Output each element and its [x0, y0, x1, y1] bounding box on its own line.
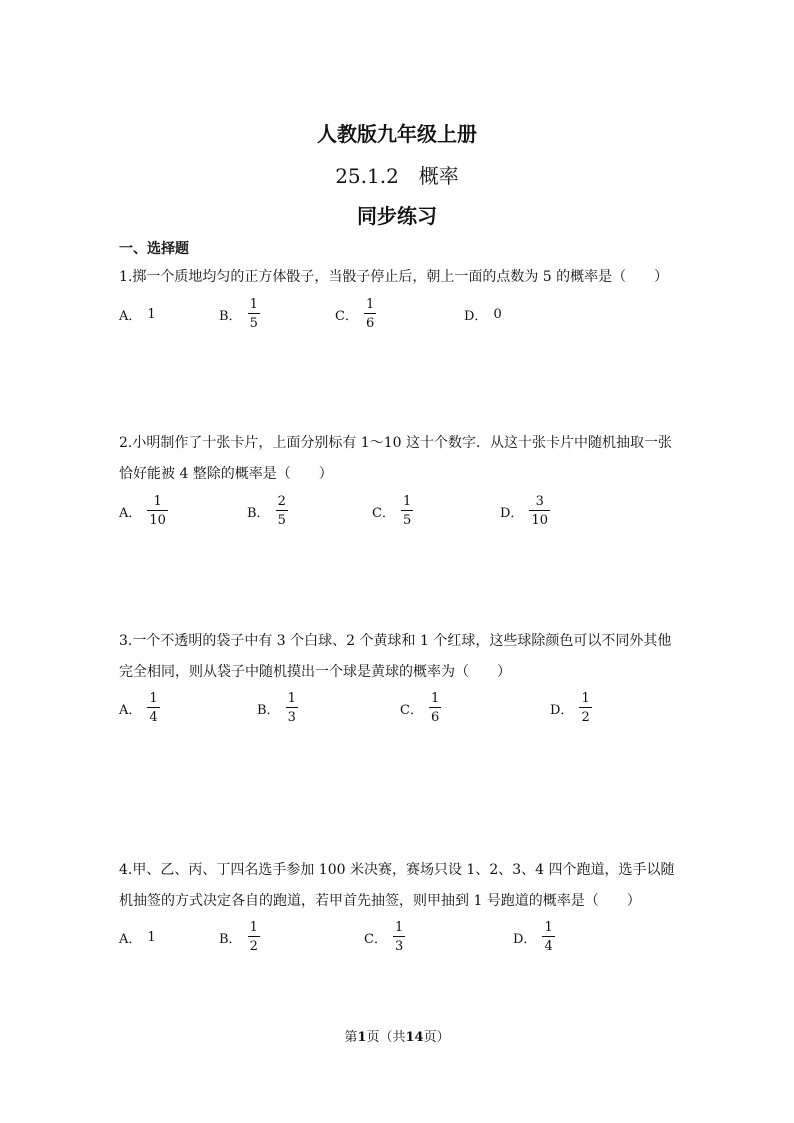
footer-suffix: 页） [423, 1030, 450, 1045]
denominator: 4 [544, 939, 553, 954]
fraction [393, 921, 405, 953]
q1-option-b [219, 292, 260, 336]
q4-option-b [219, 915, 260, 959]
denominator: 5 [277, 513, 286, 528]
question-1-stem: 1.掷一个质地均匀的正方体骰子，当骰子停止后，朝上一面的点数为 5 的概率是（ ） [119, 269, 669, 285]
denominator: 4 [149, 710, 158, 725]
option-label: B． [247, 505, 270, 521]
fraction [542, 921, 554, 953]
fraction [529, 495, 550, 527]
document-title: 人教版九年级上册 [317, 122, 477, 146]
numerator: 1 [249, 920, 258, 935]
denominator: 3 [287, 710, 296, 725]
denominator: 10 [149, 513, 166, 528]
question-2-stem: 2.小明制作了十张卡片，上面分别标有 1～10 这十个数字．从这十张卡片中随机抽取一张恰好能被 4 整除的概率是（ ） [119, 435, 672, 482]
option-value: 1 [147, 929, 156, 945]
question-3-stem: 3.一个不透明的袋子中有 3 个白球、2 个黄球和 1 个红球，这些球除颜色可以不同外其他完全相同，则从袋子中随机摸出一个球是黄球的概率为（ ） [119, 633, 672, 680]
footer-prefix: 第 [344, 1030, 358, 1045]
numerator: 1 [402, 494, 412, 509]
option-label: B． [257, 702, 280, 718]
q3-option-c [400, 686, 441, 730]
fraction [286, 692, 298, 724]
numerator: 1 [249, 297, 258, 312]
option-value: 0 [493, 306, 502, 322]
fraction [248, 921, 260, 953]
q3-option-b [257, 686, 298, 730]
option-label: C． [400, 702, 423, 718]
q2-option-a [119, 489, 168, 533]
option-label: B． [219, 931, 242, 947]
fraction [147, 495, 168, 527]
q4-option-d [513, 915, 555, 959]
q4-option-c [364, 915, 405, 959]
numerator: 3 [535, 494, 544, 509]
denominator: 6 [365, 316, 375, 331]
section-heading: 一、选择题 [119, 241, 189, 257]
lesson-number: 25.1.2 概率 [335, 164, 459, 188]
denominator: 2 [249, 939, 258, 954]
option-label: A． [119, 505, 142, 521]
option-value: 1 [147, 306, 156, 322]
option-label: A． [119, 308, 142, 324]
question-4-stem: 4.甲、乙、丙、丁四名选手参加 100 米决赛，赛场只设 1、2、3、4 四个跑道，选手以随机抽签的方式决定各自的跑道，若甲首先抽签，则甲抽到 1 号跑道的概率是（ ） [119, 862, 675, 909]
option-label: D． [513, 931, 537, 947]
option-label: D． [550, 702, 574, 718]
numerator: 1 [581, 691, 590, 706]
option-label: D． [464, 308, 488, 324]
option-label: C． [364, 931, 387, 947]
fraction [147, 692, 159, 724]
denominator: 10 [531, 513, 548, 528]
page-footer [0, 1026, 794, 1045]
q4-option-a [119, 915, 156, 959]
numerator: 1 [287, 691, 296, 706]
fraction [429, 692, 441, 724]
q1-option-a [119, 292, 156, 336]
q1-option-d [464, 292, 502, 336]
option-label: A． [119, 702, 142, 718]
fraction [579, 692, 591, 724]
numerator: 1 [544, 920, 553, 935]
numerator: 1 [394, 920, 404, 935]
fraction [401, 495, 413, 527]
q2-option-c [372, 489, 413, 533]
fraction [364, 298, 376, 330]
numerator: 1 [365, 297, 375, 312]
option-label: C． [335, 308, 358, 324]
option-label: A． [119, 931, 142, 947]
q2-option-d [500, 489, 550, 533]
option-label: C． [372, 505, 395, 521]
numerator: 2 [277, 494, 286, 509]
q3-option-a [119, 686, 160, 730]
numerator: 1 [153, 494, 162, 509]
numerator: 1 [430, 691, 440, 706]
footer-mid: 页（共 [366, 1030, 406, 1045]
q3-option-d [550, 686, 592, 730]
current-page: 1 [357, 1030, 367, 1045]
numerator: 1 [149, 691, 158, 706]
option-label: B． [219, 308, 242, 324]
denominator: 5 [249, 316, 258, 331]
q1-option-c [335, 292, 376, 336]
denominator: 6 [430, 710, 440, 725]
denominator: 3 [394, 939, 404, 954]
option-label: D． [500, 505, 524, 521]
denominator: 2 [581, 710, 590, 725]
fraction [276, 495, 288, 527]
lesson-subtitle: 同步练习 [357, 204, 437, 228]
denominator: 5 [402, 513, 412, 528]
fraction [248, 298, 260, 330]
q2-option-b [247, 489, 288, 533]
total-pages: 14 [405, 1030, 424, 1045]
